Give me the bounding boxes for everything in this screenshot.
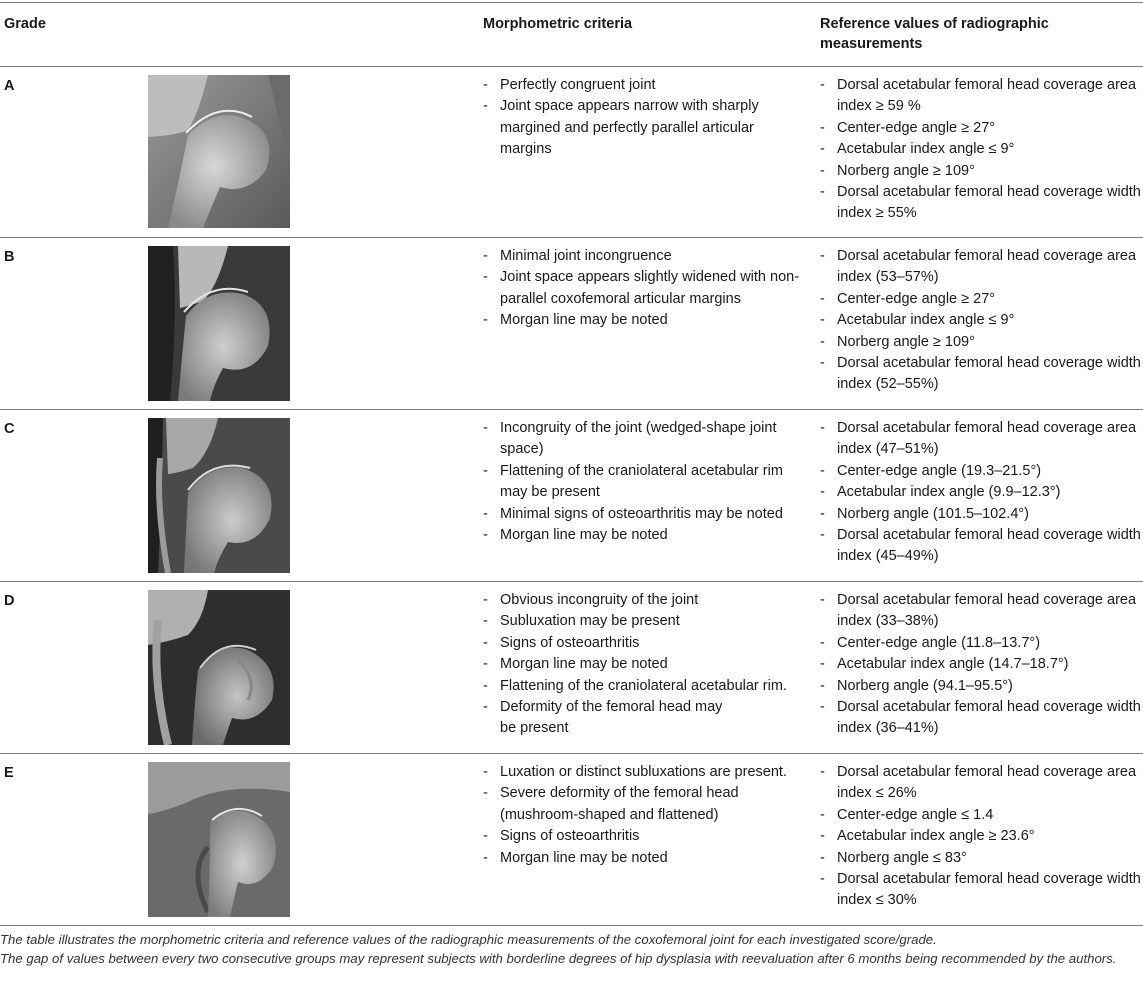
criteria-item: - Morgan line may be noted (483, 848, 803, 869)
reference-item: - Center-edge angle (11.8–13.7°) (820, 633, 1142, 654)
reference-item: - Dorsal acetabular femoral head coverage width index (52–55%) (820, 353, 1142, 396)
reference-item: - Norberg angle (101.5–102.4°) (820, 504, 1142, 525)
grade-label: B (4, 249, 15, 265)
reference-list (820, 246, 1142, 396)
hip-radiograph-image (148, 246, 290, 401)
table-row-c (0, 410, 1143, 582)
criteria-item: - Severe deformity of the femoral head (mushroom-shaped and flattened) (483, 783, 803, 826)
table-row-d (0, 582, 1143, 754)
criteria-item: - Morgan line may be noted (483, 525, 803, 546)
criteria-item: - Perfectly congruent joint (483, 75, 803, 96)
criteria-item: - Morgan line may be noted (483, 654, 803, 675)
criteria-item: - Signs of osteoarthritis (483, 633, 803, 654)
criteria-item: - Subluxation may be present (483, 611, 803, 632)
criteria-item: - Morgan line may be noted (483, 310, 803, 331)
criteria-item: - Incongruity of the joint (wedged-shape joint space) (483, 418, 803, 461)
criteria-item: - Signs of osteoarthritis (483, 826, 803, 847)
reference-item: - Dorsal acetabular femoral head coverage width index (36–41%) (820, 697, 1142, 740)
reference-item: - Center-edge angle ≥ 27° (820, 289, 1142, 310)
reference-item: - Dorsal acetabular femoral head coverage area index ≥ 59 % (820, 75, 1142, 118)
reference-list (820, 418, 1142, 568)
table-row-e (0, 754, 1143, 926)
criteria-item: - Joint space appears slightly widened with non-parallel coxofemoral articular margins (483, 267, 803, 310)
criteria-item: - Luxation or distinct subluxations are present. (483, 762, 803, 783)
table-row-b (0, 238, 1143, 410)
reference-item: - Center-edge angle ≥ 27° (820, 118, 1142, 139)
header-criteria: Morphometric criteria (483, 16, 633, 32)
criteria-item: - Obvious incongruity of the joint (483, 590, 803, 611)
reference-item: - Dorsal acetabular femoral head coverage area index ≤ 26% (820, 762, 1142, 805)
reference-item: - Acetabular index angle ≥ 23.6° (820, 826, 1142, 847)
reference-item: - Acetabular index angle (14.7–18.7°) (820, 654, 1142, 675)
reference-list (820, 590, 1142, 740)
reference-item: - Dorsal acetabular femoral head coverage width index ≤ 30% (820, 869, 1142, 912)
criteria-list (483, 75, 803, 161)
reference-item: - Dorsal acetabular femoral head coverage area index (33–38%) (820, 590, 1142, 633)
criteria-item: - Minimal joint incongruence (483, 246, 803, 267)
criteria-list (483, 418, 803, 546)
criteria-item: - Flattening of the craniolateral acetabular rim may be present (483, 461, 803, 504)
reference-item: - Norberg angle ≤ 83° (820, 848, 1142, 869)
header-reference: Reference values of radiographic measurements (820, 16, 1049, 52)
criteria-item: - Flattening of the craniolateral acetabular rim. (483, 676, 803, 697)
table-header (0, 3, 1143, 67)
grade-label: E (4, 765, 14, 781)
reference-item: - Dorsal acetabular femoral head coverage area index (47–51%) (820, 418, 1142, 461)
criteria-list (483, 246, 803, 332)
criteria-list (483, 590, 803, 740)
criteria-item: - Deformity of the femoral head may be present (483, 697, 740, 740)
footnote-line: The table illustrates the morphometric criteria and reference values of the radiographic measurements of the coxofemoral joint for each investigated score/grade. (0, 932, 937, 947)
reference-item: - Norberg angle ≥ 109° (820, 332, 1142, 353)
grade-label: D (4, 593, 15, 609)
reference-item: - Norberg angle ≥ 109° (820, 161, 1142, 182)
reference-list (820, 762, 1142, 912)
reference-list (820, 75, 1142, 225)
reference-item: - Dorsal acetabular femoral head coverage width index ≥ 55% (820, 182, 1142, 225)
hip-radiograph-image (148, 590, 290, 745)
reference-item: - Dorsal acetabular femoral head coverage area index (53–57%) (820, 246, 1142, 289)
footnote-line: The gap of values between every two consecutive groups may represent subjects with borderline degrees of hip dysplasia with reevaluation after 6 months being recommended by the authors. (0, 951, 1117, 966)
header-grade: Grade (4, 16, 46, 32)
criteria-item: - Joint space appears narrow with sharply margined and perfectly parallel articular margins (483, 96, 803, 160)
table-row-a (0, 67, 1143, 238)
grade-label: A (4, 78, 15, 94)
grade-label: C (4, 421, 15, 437)
hip-radiograph-image (148, 418, 290, 573)
hip-radiograph-image (148, 762, 290, 917)
hip-radiograph-image (148, 75, 290, 228)
criteria-item: - Minimal signs of osteoarthritis may be noted (483, 504, 803, 525)
reference-item: - Dorsal acetabular femoral head coverage width index (45–49%) (820, 525, 1142, 568)
criteria-list (483, 762, 803, 869)
reference-item: - Acetabular index angle ≤ 9° (820, 139, 1142, 160)
table-footnote (0, 930, 1143, 968)
reference-item: - Acetabular index angle (9.9–12.3°) (820, 482, 1142, 503)
reference-item: - Center-edge angle (19.3–21.5°) (820, 461, 1142, 482)
reference-item: - Center-edge angle ≤ 1.4 (820, 805, 1142, 826)
reference-item: - Norberg angle (94.1–95.5°) (820, 676, 1142, 697)
reference-item: - Acetabular index angle ≤ 9° (820, 310, 1142, 331)
